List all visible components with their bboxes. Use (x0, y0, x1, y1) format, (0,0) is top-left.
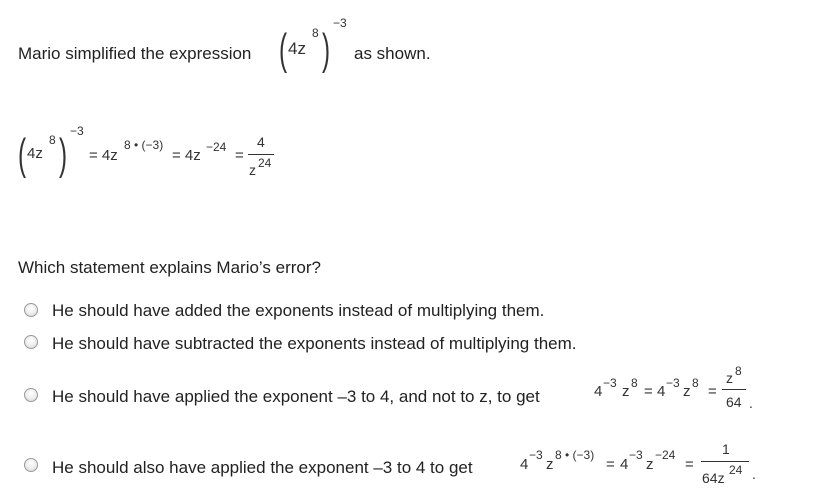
work-step2-exp: −24 (206, 140, 227, 154)
opt3-den: 64 (726, 394, 742, 410)
opt3-d-base: z (683, 383, 691, 400)
work-step1-exp: 8 • (−3) (124, 138, 164, 152)
question-text: Which statement explains Mario’s error? (18, 258, 321, 277)
option-3-label: He should have applied the exponent –3 to 4, and not to z, to get (52, 387, 540, 406)
opt3-c-exp: −3 (666, 376, 680, 390)
opt4-den-base: 64z (702, 470, 725, 486)
opt4-b-exp: 8 • (−3) (555, 448, 595, 462)
opt4-num: 1 (722, 441, 730, 457)
opt4-a-exp: −3 (529, 448, 543, 462)
work-step3-num: 4 (257, 134, 265, 150)
opt4-a-base: 4 (520, 456, 529, 473)
opt3-a-base: 4 (594, 383, 603, 400)
opt3-b-exp: 8 (631, 376, 638, 390)
opt4-c-base: 4 (620, 456, 629, 473)
option-4-radio[interactable] (24, 458, 38, 472)
intro-text-after: as shown. (354, 44, 431, 63)
work-right-paren: ) (59, 130, 68, 179)
work-fraction-bar (248, 154, 274, 155)
option-2-radio[interactable] (24, 335, 38, 349)
opt3-eq1: = (644, 383, 653, 400)
opt3-end: . (749, 395, 753, 411)
work-step2-base: = 4z (172, 147, 201, 164)
option-1-radio[interactable] (24, 303, 38, 317)
intro-expr-inner-exp: 8 (312, 26, 319, 40)
intro-expr-outer-exp: −3 (333, 16, 347, 30)
opt4-den-exp: 24 (729, 463, 743, 477)
opt4-fraction-bar (701, 461, 749, 462)
opt4-eq2: = (685, 456, 694, 473)
opt4-eq1: = (606, 456, 615, 473)
work-lhs-outer-exp: −3 (70, 124, 84, 138)
work-step1-base: = 4z (89, 147, 118, 164)
intro-text-before: Mario simplified the expression (18, 44, 252, 63)
right-paren: ) (322, 25, 331, 74)
intro-expr-base: 4z (288, 39, 306, 58)
opt3-c-base: 4 (657, 383, 666, 400)
opt3-b-base: z (622, 383, 630, 400)
work-lhs-inner-exp: 8 (49, 133, 56, 147)
opt3-d-exp: 8 (692, 376, 699, 390)
opt3-num-exp: 8 (735, 364, 742, 378)
opt4-c-exp: −3 (629, 448, 643, 462)
opt4-d-base: z (646, 456, 654, 473)
option-1-label: He should have added the exponents instead of multiplying them. (52, 301, 545, 320)
work-step3-den-exp: 24 (258, 156, 272, 170)
opt4-end: . (752, 466, 756, 482)
work-lhs-base: 4z (27, 145, 43, 162)
opt3-a-exp: −3 (603, 376, 617, 390)
work-step3-den-base: z (249, 162, 256, 178)
work-step3-eq: = (235, 147, 244, 164)
left-paren: ( (279, 25, 288, 74)
opt3-num-base: z (726, 370, 733, 386)
opt3-fraction-bar (722, 389, 746, 390)
option-3-radio[interactable] (24, 388, 38, 402)
opt3-eq2: = (708, 383, 717, 400)
opt4-b-base: z (546, 456, 554, 473)
work-left-paren: ( (18, 130, 27, 179)
option-4-label: He should also have applied the exponent –3 to 4 to get (52, 458, 473, 477)
option-2-label: He should have subtracted the exponents instead of multiplying them. (52, 334, 577, 353)
opt4-d-exp: −24 (655, 448, 676, 462)
